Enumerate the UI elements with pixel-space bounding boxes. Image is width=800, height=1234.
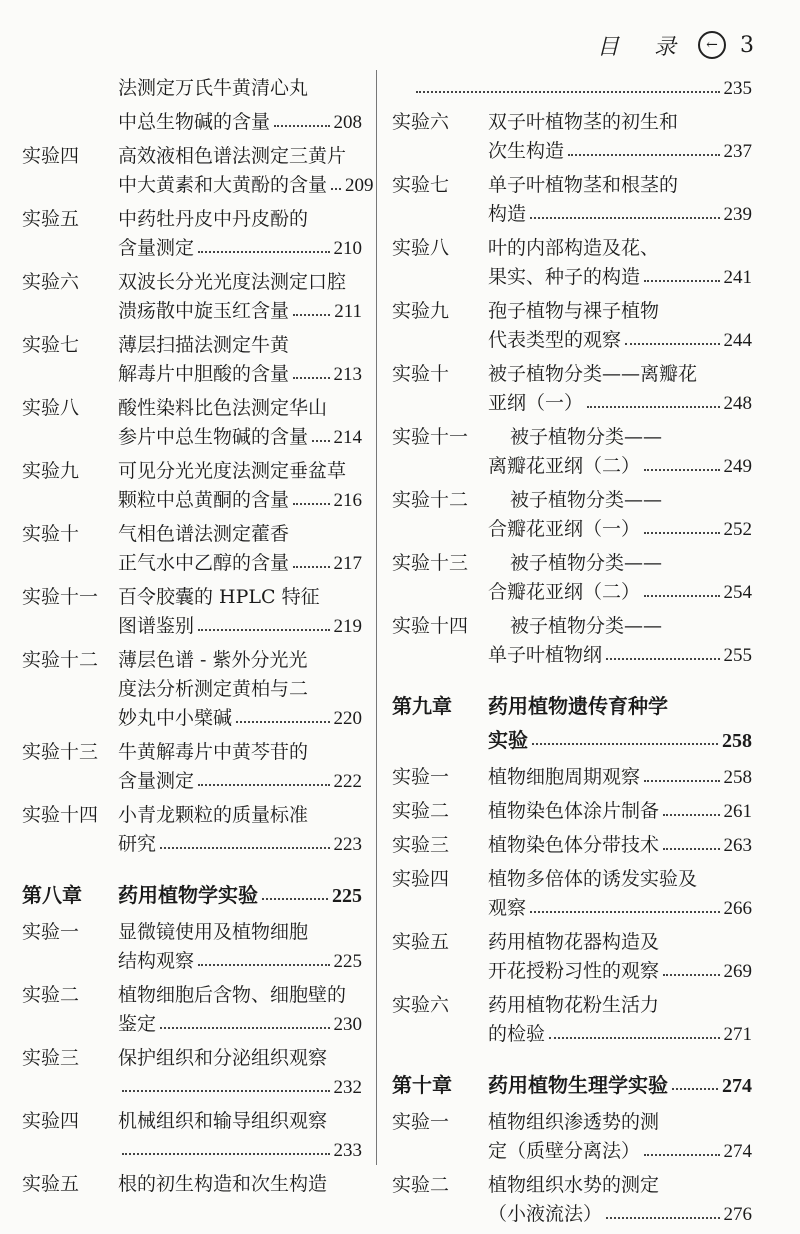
page-ref: 276 [723, 1204, 752, 1225]
entry-title: 含量测定 [118, 237, 195, 259]
entry-line [392, 200, 752, 229]
entry-label: 实验四 [22, 1110, 80, 1132]
toc-entry [22, 142, 374, 200]
entry-label: 实验三 [22, 1047, 80, 1069]
entry-line [22, 360, 362, 389]
toc-entry [392, 108, 752, 166]
entry-title: 被子植物分类—— [510, 615, 663, 637]
entry-title: 结构观察 [118, 950, 195, 972]
dot-leader [293, 566, 329, 568]
entry-label: 实验十四 [22, 804, 99, 826]
entry-label: 实验十 [22, 523, 80, 545]
toc-entry [22, 1170, 362, 1199]
entry-label: 实验九 [392, 300, 450, 322]
entry-line [392, 326, 752, 355]
entry-line [392, 423, 752, 452]
entry-title: 合瓣花亚纲（二） [488, 581, 641, 603]
entry-title: 植物细胞后含物、细胞壁的 [118, 984, 347, 1006]
entry-line [22, 704, 362, 733]
entry-title: 的检验 [488, 1023, 546, 1045]
toc-entry [392, 360, 752, 418]
dot-leader [198, 629, 329, 631]
page-ref: 255 [723, 645, 752, 666]
toc-entry [392, 486, 752, 544]
toc-entry [392, 928, 752, 986]
entry-title: 亚纲（一） [488, 392, 584, 414]
toc-entry [392, 991, 752, 1049]
entry-title: 中大黄素和大黄酚的含量 [118, 174, 328, 196]
entry-title: 正气水中乙醇的含量 [118, 552, 290, 574]
entry-line [392, 1171, 752, 1200]
entry-line [392, 1108, 752, 1137]
entry-title: 离瓣花亚纲（二） [488, 455, 641, 477]
chapter-label: 第十章 [392, 1073, 452, 1097]
page-ref: 266 [723, 898, 752, 919]
entry-line [22, 1170, 362, 1199]
entry-title: 代表类型的观察 [488, 329, 622, 351]
entry-title: 植物染色体分带技术 [488, 834, 660, 856]
entry-line [22, 612, 362, 641]
entry-title: 单子叶植物茎和根茎的 [488, 174, 679, 196]
page-ref: 217 [333, 553, 362, 574]
dot-leader [663, 814, 719, 816]
toc-entry [392, 297, 752, 355]
entry-label: 实验十二 [392, 489, 469, 511]
entry-line [392, 389, 752, 418]
entry-line [22, 583, 362, 612]
toc-entry [392, 549, 752, 607]
entry-title: 鉴定 [118, 1013, 157, 1035]
chapter-title: 药用植物生理学实验 [488, 1073, 668, 1097]
page-ref: 222 [333, 771, 362, 792]
dot-leader [606, 1217, 719, 1219]
dot-leader [644, 780, 719, 782]
page-ref: 249 [723, 456, 752, 477]
entry-label: 实验十三 [22, 741, 99, 763]
toc-entry [392, 797, 752, 826]
entry-title: （小液流法） [488, 1203, 603, 1225]
entry-label: 实验六 [392, 111, 450, 133]
toc-left-column [22, 74, 374, 1204]
entry-line [392, 137, 752, 166]
entry-line [22, 423, 362, 452]
entry-label: 实验六 [392, 994, 450, 1016]
dot-leader [274, 125, 329, 127]
page-ref: 274 [722, 1075, 752, 1097]
page-ref: 216 [333, 490, 362, 511]
entry-line [22, 142, 362, 171]
page-ref: 261 [723, 801, 752, 822]
chapter-title: 药用植物遗传育种学 [488, 694, 668, 718]
toc-entry [22, 520, 362, 578]
entry-label: 实验九 [22, 460, 80, 482]
page-ref: 223 [333, 834, 362, 855]
entry-title: 次生构造 [488, 140, 565, 162]
entry-line [392, 297, 752, 326]
page-ref: 254 [723, 582, 752, 603]
entry-label: 实验八 [392, 237, 450, 259]
dot-leader [160, 1027, 329, 1029]
dot-leader [663, 848, 719, 850]
page-ref: 241 [723, 267, 752, 288]
dot-leader [312, 440, 329, 442]
entry-title: 研究 [118, 833, 157, 855]
entry-line [22, 1136, 362, 1165]
entry-line [22, 830, 362, 859]
entry-line [392, 578, 752, 607]
entry-label: 实验五 [22, 1173, 80, 1195]
page-ref: 220 [333, 708, 362, 729]
entry-label: 实验十四 [392, 615, 469, 637]
toc-right-column [392, 74, 752, 1234]
dot-leader [644, 1154, 719, 1156]
entry-line [22, 108, 362, 137]
dot-leader [122, 1153, 330, 1155]
running-header [597, 28, 754, 62]
entry-label: 实验四 [22, 145, 80, 167]
entry-line [22, 738, 362, 767]
dot-leader [532, 743, 718, 745]
toc-entry [22, 801, 362, 859]
entry-title: 植物染色体涂片制备 [488, 800, 660, 822]
entry-line [22, 675, 362, 704]
dot-leader [672, 1088, 718, 1090]
page-ref: 214 [333, 427, 362, 448]
entry-label: 实验二 [392, 800, 450, 822]
entry-label: 实验一 [22, 921, 80, 943]
dot-leader [416, 91, 720, 93]
entry-label: 实验五 [22, 208, 80, 230]
entry-line [22, 1044, 362, 1073]
toc-entry [392, 865, 752, 923]
entry-title: 构造 [488, 203, 527, 225]
toc-entry [392, 234, 752, 292]
entry-title: 合瓣花亚纲（一） [488, 518, 641, 540]
entry-title: 显微镜使用及植物细胞 [118, 921, 309, 943]
entry-line [22, 1107, 362, 1136]
page-ref: 244 [723, 330, 752, 351]
entry-title: 植物多倍体的诱发实验及 [488, 868, 698, 890]
entry-title: 双子叶植物茎的初生和 [488, 111, 679, 133]
entry-title: 被子植物分类—— [510, 552, 663, 574]
entry-title: 百令胶囊的 HPLC 特征 [118, 586, 320, 608]
chapter-line [392, 689, 752, 723]
entry-line [392, 894, 752, 923]
dot-leader [644, 532, 719, 534]
entry-label: 实验七 [22, 334, 80, 356]
entry-title: 保护组织和分泌组织观察 [118, 1047, 328, 1069]
dot-leader [587, 406, 719, 408]
page-ref: 211 [334, 301, 362, 322]
dot-leader [625, 343, 719, 345]
chapter-label: 第八章 [22, 883, 82, 907]
entry-title: 中总生物碱的含量 [118, 111, 271, 133]
entry-label: 实验八 [22, 397, 80, 419]
entry-title: 被子植物分类—— [510, 489, 663, 511]
dot-leader [122, 1090, 330, 1092]
dot-leader [644, 595, 719, 597]
entry-line [22, 918, 362, 947]
toc-entry [22, 646, 362, 733]
entry-line [392, 612, 752, 641]
entry-label: 实验四 [392, 868, 450, 890]
entry-line [392, 74, 752, 103]
page-ref: 274 [723, 1141, 752, 1162]
entry-line [392, 263, 752, 292]
entry-title: 孢子植物与裸子植物 [488, 300, 660, 322]
entry-line [22, 549, 362, 578]
page-ref: 209 [345, 175, 374, 196]
entry-line [392, 171, 752, 200]
entry-title: 图谱鉴别 [118, 615, 195, 637]
page-ref: 213 [333, 364, 362, 385]
entry-line [392, 486, 752, 515]
entry-title: 植物组织水势的测定 [488, 1174, 660, 1196]
entry-label: 实验二 [392, 1174, 450, 1196]
entry-line [22, 767, 362, 796]
toc-chapter [22, 878, 362, 913]
page-ref: 225 [333, 951, 362, 972]
toc-entry [22, 583, 362, 641]
entry-label: 实验五 [392, 931, 450, 953]
dot-leader [606, 658, 719, 660]
dot-leader [549, 1037, 719, 1039]
page-ref: 248 [723, 393, 752, 414]
toc-entry [392, 1171, 752, 1229]
toc-entry [392, 171, 752, 229]
entry-line [392, 831, 752, 860]
entry-line [22, 981, 362, 1010]
dot-leader [644, 469, 719, 471]
dot-leader [198, 784, 329, 786]
entry-line [22, 457, 362, 486]
entry-line [22, 331, 362, 360]
toc-entry [22, 108, 362, 137]
dot-leader [293, 377, 329, 379]
entry-title: 法测定万氏牛黄清心丸 [118, 77, 309, 99]
entry-title: 参片中总生物碱的含量 [118, 426, 309, 448]
dot-leader [198, 964, 329, 966]
entry-label: 实验十一 [392, 426, 469, 448]
entry-title: 可见分光光度法测定垂盆草 [118, 460, 347, 482]
entry-line [392, 452, 752, 481]
entry-title: 植物组织渗透势的测 [488, 1111, 660, 1133]
entry-title: 度法分析测定黄柏与二 [118, 678, 309, 700]
column-divider [376, 70, 377, 1165]
entry-title: 被子植物分类——离瓣花 [488, 363, 698, 385]
entry-title: 果实、种子的构造 [488, 266, 641, 288]
entry-line [22, 646, 362, 675]
entry-label: 实验十二 [22, 649, 99, 671]
entry-line [392, 108, 752, 137]
entry-title: 定（质壁分离法） [488, 1140, 641, 1162]
entry-line [392, 865, 752, 894]
chapter-label: 第九章 [392, 694, 452, 718]
entry-line [392, 763, 752, 792]
toc-entry [392, 763, 752, 792]
entry-line [392, 515, 752, 544]
toc-entry [22, 738, 362, 796]
entry-title: 被子植物分类—— [510, 426, 663, 448]
entry-line [22, 268, 362, 297]
entry-label: 实验六 [22, 271, 80, 293]
entry-title: 单子叶植物纲 [488, 644, 603, 666]
entry-title: 开花授粉习性的观察 [488, 960, 660, 982]
toc-entry [22, 205, 362, 263]
toc-entry [392, 1108, 752, 1166]
dot-leader [568, 154, 719, 156]
entry-title: 薄层扫描法测定牛黄 [118, 334, 290, 356]
entry-line [22, 205, 362, 234]
toc-chapter [392, 1068, 752, 1103]
page-ref: 233 [333, 1140, 362, 1161]
entry-label: 实验十 [392, 363, 450, 385]
page-ref: 237 [723, 141, 752, 162]
page-ref: 258 [722, 730, 752, 752]
chapter-line [22, 878, 362, 913]
entry-line [22, 947, 362, 976]
entry-title: 双波长分光光度法测定口腔 [118, 271, 347, 293]
page-ref: 263 [723, 835, 752, 856]
chapter-title: 药用植物学实验 [118, 883, 258, 907]
entry-line [392, 549, 752, 578]
entry-line [22, 801, 362, 830]
entry-line [22, 234, 362, 263]
entry-line [392, 360, 752, 389]
page-ref: 232 [333, 1077, 362, 1098]
page-ref: 271 [723, 1024, 752, 1045]
entry-title: 颗粒中总黄酮的含量 [118, 489, 290, 511]
toc-chapter [392, 689, 752, 758]
page-ref: 210 [333, 238, 362, 259]
entry-line [392, 1137, 752, 1166]
page-ref: 239 [723, 204, 752, 225]
chapter-line [392, 1068, 752, 1103]
dot-leader [644, 280, 719, 282]
entry-label: 实验一 [392, 766, 450, 788]
page-ref: 225 [332, 885, 362, 907]
toc-entry [392, 74, 752, 103]
entry-title: 含量测定 [118, 770, 195, 792]
entry-line [392, 797, 752, 826]
dot-leader [262, 898, 328, 900]
entry-line [22, 297, 362, 326]
toc-entry [22, 918, 362, 976]
page-ref: 235 [723, 78, 752, 99]
toc-entry [22, 1107, 362, 1165]
entry-title: 溃疡散中旋玉红含量 [118, 300, 290, 322]
page-ref: 208 [333, 112, 362, 133]
entry-line [392, 928, 752, 957]
dot-leader [663, 974, 719, 976]
dot-leader [331, 188, 341, 190]
entry-title: 植物细胞周期观察 [488, 766, 641, 788]
page-ref: 219 [333, 616, 362, 637]
toc-entry [22, 1044, 362, 1102]
toc-entry [22, 457, 362, 515]
entry-label: 实验十三 [392, 552, 469, 574]
entry-line [22, 74, 362, 103]
entry-label: 实验七 [392, 174, 450, 196]
toc-entry [392, 612, 752, 670]
entry-line [22, 171, 374, 200]
entry-title: 机械组织和输导组织观察 [118, 1110, 328, 1132]
entry-label: 实验三 [392, 834, 450, 856]
dot-leader [236, 721, 329, 723]
page-number: 3 [740, 32, 754, 58]
entry-line [392, 234, 752, 263]
entry-line [22, 520, 362, 549]
entry-line [392, 1020, 752, 1049]
entry-title: 酸性染料比色法测定华山 [118, 397, 328, 419]
toc-entry [392, 423, 752, 481]
header-title: 目 录 [597, 34, 690, 60]
entry-title: 药用植物花粉生活力 [488, 994, 660, 1016]
dot-leader [198, 251, 329, 253]
chapter-title: 实验 [488, 728, 528, 752]
entry-title: 观察 [488, 897, 527, 919]
toc-entry [22, 394, 362, 452]
entry-title: 解毒片中胆酸的含量 [118, 363, 290, 385]
entry-line [392, 641, 752, 670]
dot-leader [293, 314, 330, 316]
entry-line [392, 991, 752, 1020]
page-ref: 258 [723, 767, 752, 788]
dot-leader [530, 217, 719, 219]
entry-title: 根的初生构造和次生构造 [118, 1173, 328, 1195]
entry-line [22, 394, 362, 423]
toc-entry [392, 831, 752, 860]
entry-line [22, 486, 362, 515]
toc-entry [22, 268, 362, 326]
entry-title: 叶的内部构造及花、 [488, 237, 660, 259]
arrow-left-icon: ← [698, 31, 726, 59]
entry-title: 妙丸中小檗碱 [118, 707, 233, 729]
entry-label: 实验十一 [22, 586, 99, 608]
page-ref: 269 [723, 961, 752, 982]
entry-title: 气相色谱法测定藿香 [118, 523, 290, 545]
toc-entry [22, 74, 362, 103]
chapter-line [392, 723, 752, 758]
page-ref: 252 [723, 519, 752, 540]
entry-line [22, 1010, 362, 1039]
entry-title: 薄层色谱 - 紫外分光光 [118, 649, 308, 671]
dot-leader [293, 503, 329, 505]
entry-label: 实验二 [22, 984, 80, 1006]
entry-label: 实验一 [392, 1111, 450, 1133]
entry-line [22, 1073, 362, 1102]
entry-line [392, 957, 752, 986]
toc-entry [22, 331, 362, 389]
dot-leader [160, 847, 329, 849]
entry-title: 小青龙颗粒的质量标准 [118, 804, 309, 826]
entry-line [392, 1200, 752, 1229]
entry-title: 中药牡丹皮中丹皮酚的 [118, 208, 309, 230]
dot-leader [530, 911, 719, 913]
toc-entry [22, 981, 362, 1039]
page-ref: 230 [333, 1014, 362, 1035]
entry-title: 药用植物花器构造及 [488, 931, 660, 953]
entry-title: 高效液相色谱法测定三黄片 [118, 145, 347, 167]
entry-title: 牛黄解毒片中黄芩苷的 [118, 741, 309, 763]
